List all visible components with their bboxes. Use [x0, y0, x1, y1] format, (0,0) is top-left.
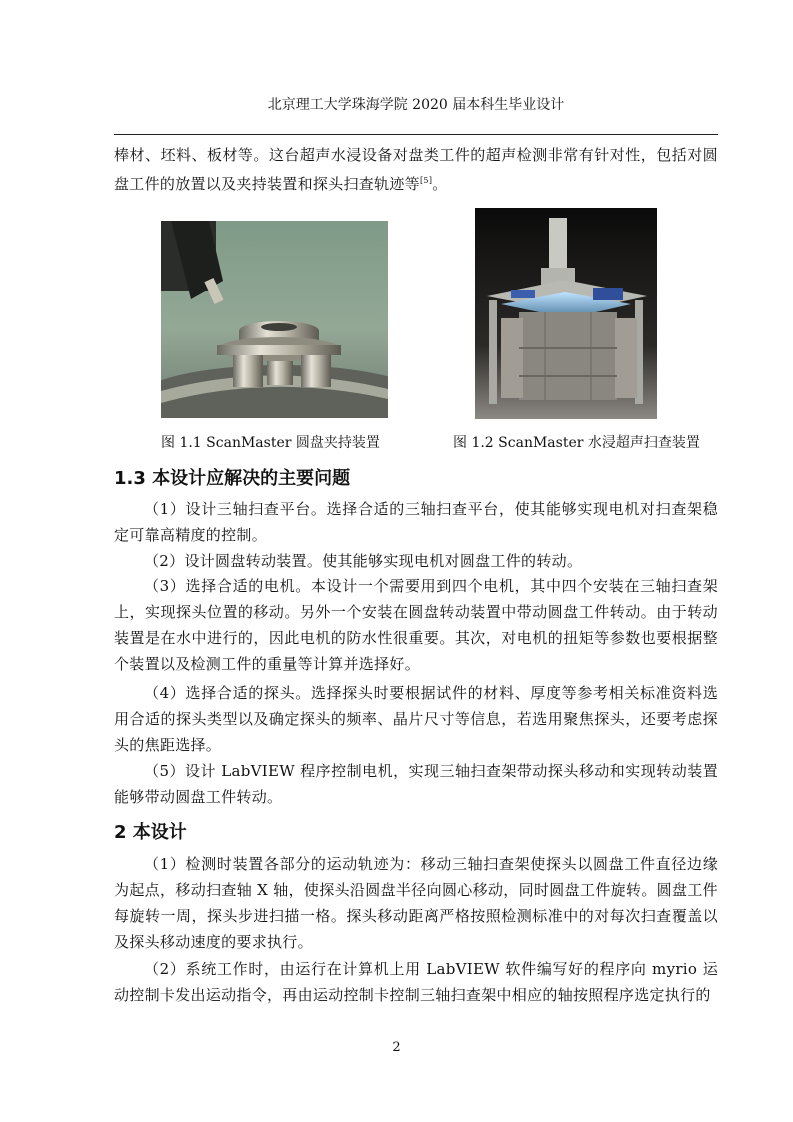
section-2-item-2: （2）系统工作时，由运行在计算机上用 LabVIEW 软件编写好的程序向 myrio 运动控制卡发出运动指令，再由运动控制卡控制三轴扫查架中相应的轴按照程序选定执行的	[114, 960, 718, 1004]
header-rule	[114, 134, 718, 135]
running-header: 北京理工大学珠海学院 2020 届本科生毕业设计	[267, 97, 565, 113]
section-1-3-item-4: （4）选择合适的探头。选择探头时要根据试件的材料、厚度等参考相关标准资料选用合适的探头类型以及确定探头的频率、晶片尺寸等信息，若选用聚焦探头，还要考虑探头的焦距选择。	[114, 684, 718, 754]
section-1-3-item-1: （1）设计三轴扫查平台。选择合适的三轴扫查平台，使其能够实现电机对扫查架稳定可靠高精度的控制。	[114, 500, 718, 544]
figure-1-1-caption: 图 1.1 ScanMaster 圆盘夹持装置	[161, 435, 380, 451]
section-1-3-item-5: （5）设计 LabVIEW 程序控制电机，实现三轴扫查架带动探头移动和实现转动装置能够带动圆盘工件转动。	[114, 762, 718, 806]
intro-paragraph	[114, 142, 718, 197]
section-1-3-item-3: （3）选择合适的电机。本设计一个需要用到四个电机，其中四个安装在三轴扫查架上，实现探头位置的移动。另外一个安装在圆盘转动装置中带动圆盘工件转动。由于转动装置是在水中进行的，因此电机的防水性很重要。其次，对电机的扭矩等参数也要根据整个装置以及检测工件的重量等计算并选择好。	[114, 577, 718, 673]
section-2-heading: 2 本设计	[114, 822, 187, 843]
page-number: 2	[392, 1040, 401, 1055]
disc-clamp-illustration	[161, 221, 388, 418]
immersion-scanner-illustration	[475, 208, 657, 419]
citation-ref: [5]	[420, 176, 433, 185]
intro-end: 。	[432, 175, 448, 193]
section-2-item-1: （1）检测时装置各部分的运动轨迹为：移动三轴扫查架使探头以圆盘工件直径边缘为起点，移动扫查轴 X 轴，使探头沿圆盘半径向圆心移动，同时圆盘工件旋转。圆盘工件每旋转一周，探头步进扫描一格。探头移动距离严格按照检测标准中的对每次扫查覆盖以及探头移动速度的要求执行。	[114, 855, 718, 951]
figure-1-2-caption: 图 1.2 ScanMaster 水浸超声扫查装置	[453, 435, 700, 451]
section-1-3-heading: 1.3 本设计应解决的主要问题	[114, 468, 351, 489]
figure-1-2-photo	[475, 208, 657, 419]
section-1-3-item-2: （2）设计圆盘转动装置。使其能够实现电机对圆盘工件的转动。	[144, 552, 583, 570]
figure-1-1-photo	[161, 221, 388, 418]
intro-text: 棒材、坯料、板材等。这台超声水浸设备对盘类工件的超声检测非常有针对性，包括对圆盘工件的放置以及夹持装置和探头扫查轨迹等	[114, 146, 718, 193]
